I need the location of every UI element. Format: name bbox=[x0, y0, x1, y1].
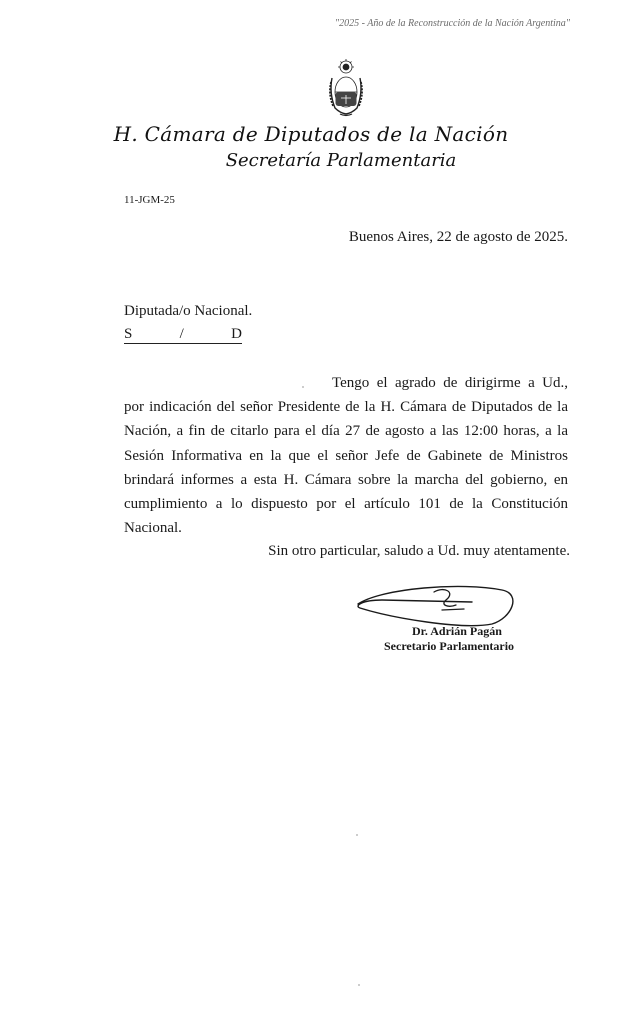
reference-number: 11-JGM-25 bbox=[124, 194, 175, 206]
recipient-line: Diputada/o Nacional. bbox=[124, 303, 253, 319]
handwritten-signature-icon bbox=[352, 578, 518, 630]
signer-name: Dr. Adrián Pagán bbox=[412, 624, 502, 638]
motto-header: "2025 - Año de la Reconstrucción de la Nación Argentina" bbox=[334, 18, 570, 29]
scan-speck bbox=[302, 386, 304, 388]
chamber-name: H. Cámara de Diputados de la Nación bbox=[113, 122, 509, 146]
letter-date: Buenos Aires, 22 de agosto de 2025. bbox=[348, 229, 568, 245]
scan-speck bbox=[356, 834, 358, 836]
salutation-d: D bbox=[231, 326, 242, 342]
signer-title: Secretario Parlamentario bbox=[384, 639, 515, 653]
recipient-salutation bbox=[124, 326, 242, 344]
body-paragraph-text: Tengo el agrado de dirigirme a Ud., por indicación del señor Presidente de la H. Cámara de Diputados de la Nación, a fin de citarlo para el día 27 de agosto a las 12:00 horas, a la Sesión Informativa en la que el señor Jefe de Gabinete de Ministros brindará informes a esta H. Cámara sobre la marcha del gobierno, en cumplimiento a lo dispuesto por el artículo 101 de la Constitución Nacional. bbox=[124, 375, 568, 537]
salutation-s: S bbox=[124, 326, 133, 342]
body-paragraph bbox=[124, 371, 568, 540]
secretariat-name: Secretaría Parlamentaria bbox=[225, 150, 457, 171]
national-coat-of-arms-icon bbox=[327, 58, 365, 118]
scan-speck bbox=[358, 984, 360, 986]
salutation-slash: / bbox=[179, 326, 184, 342]
closing-line: Sin otro particular, saludo a Ud. muy atentamente. bbox=[268, 543, 570, 559]
